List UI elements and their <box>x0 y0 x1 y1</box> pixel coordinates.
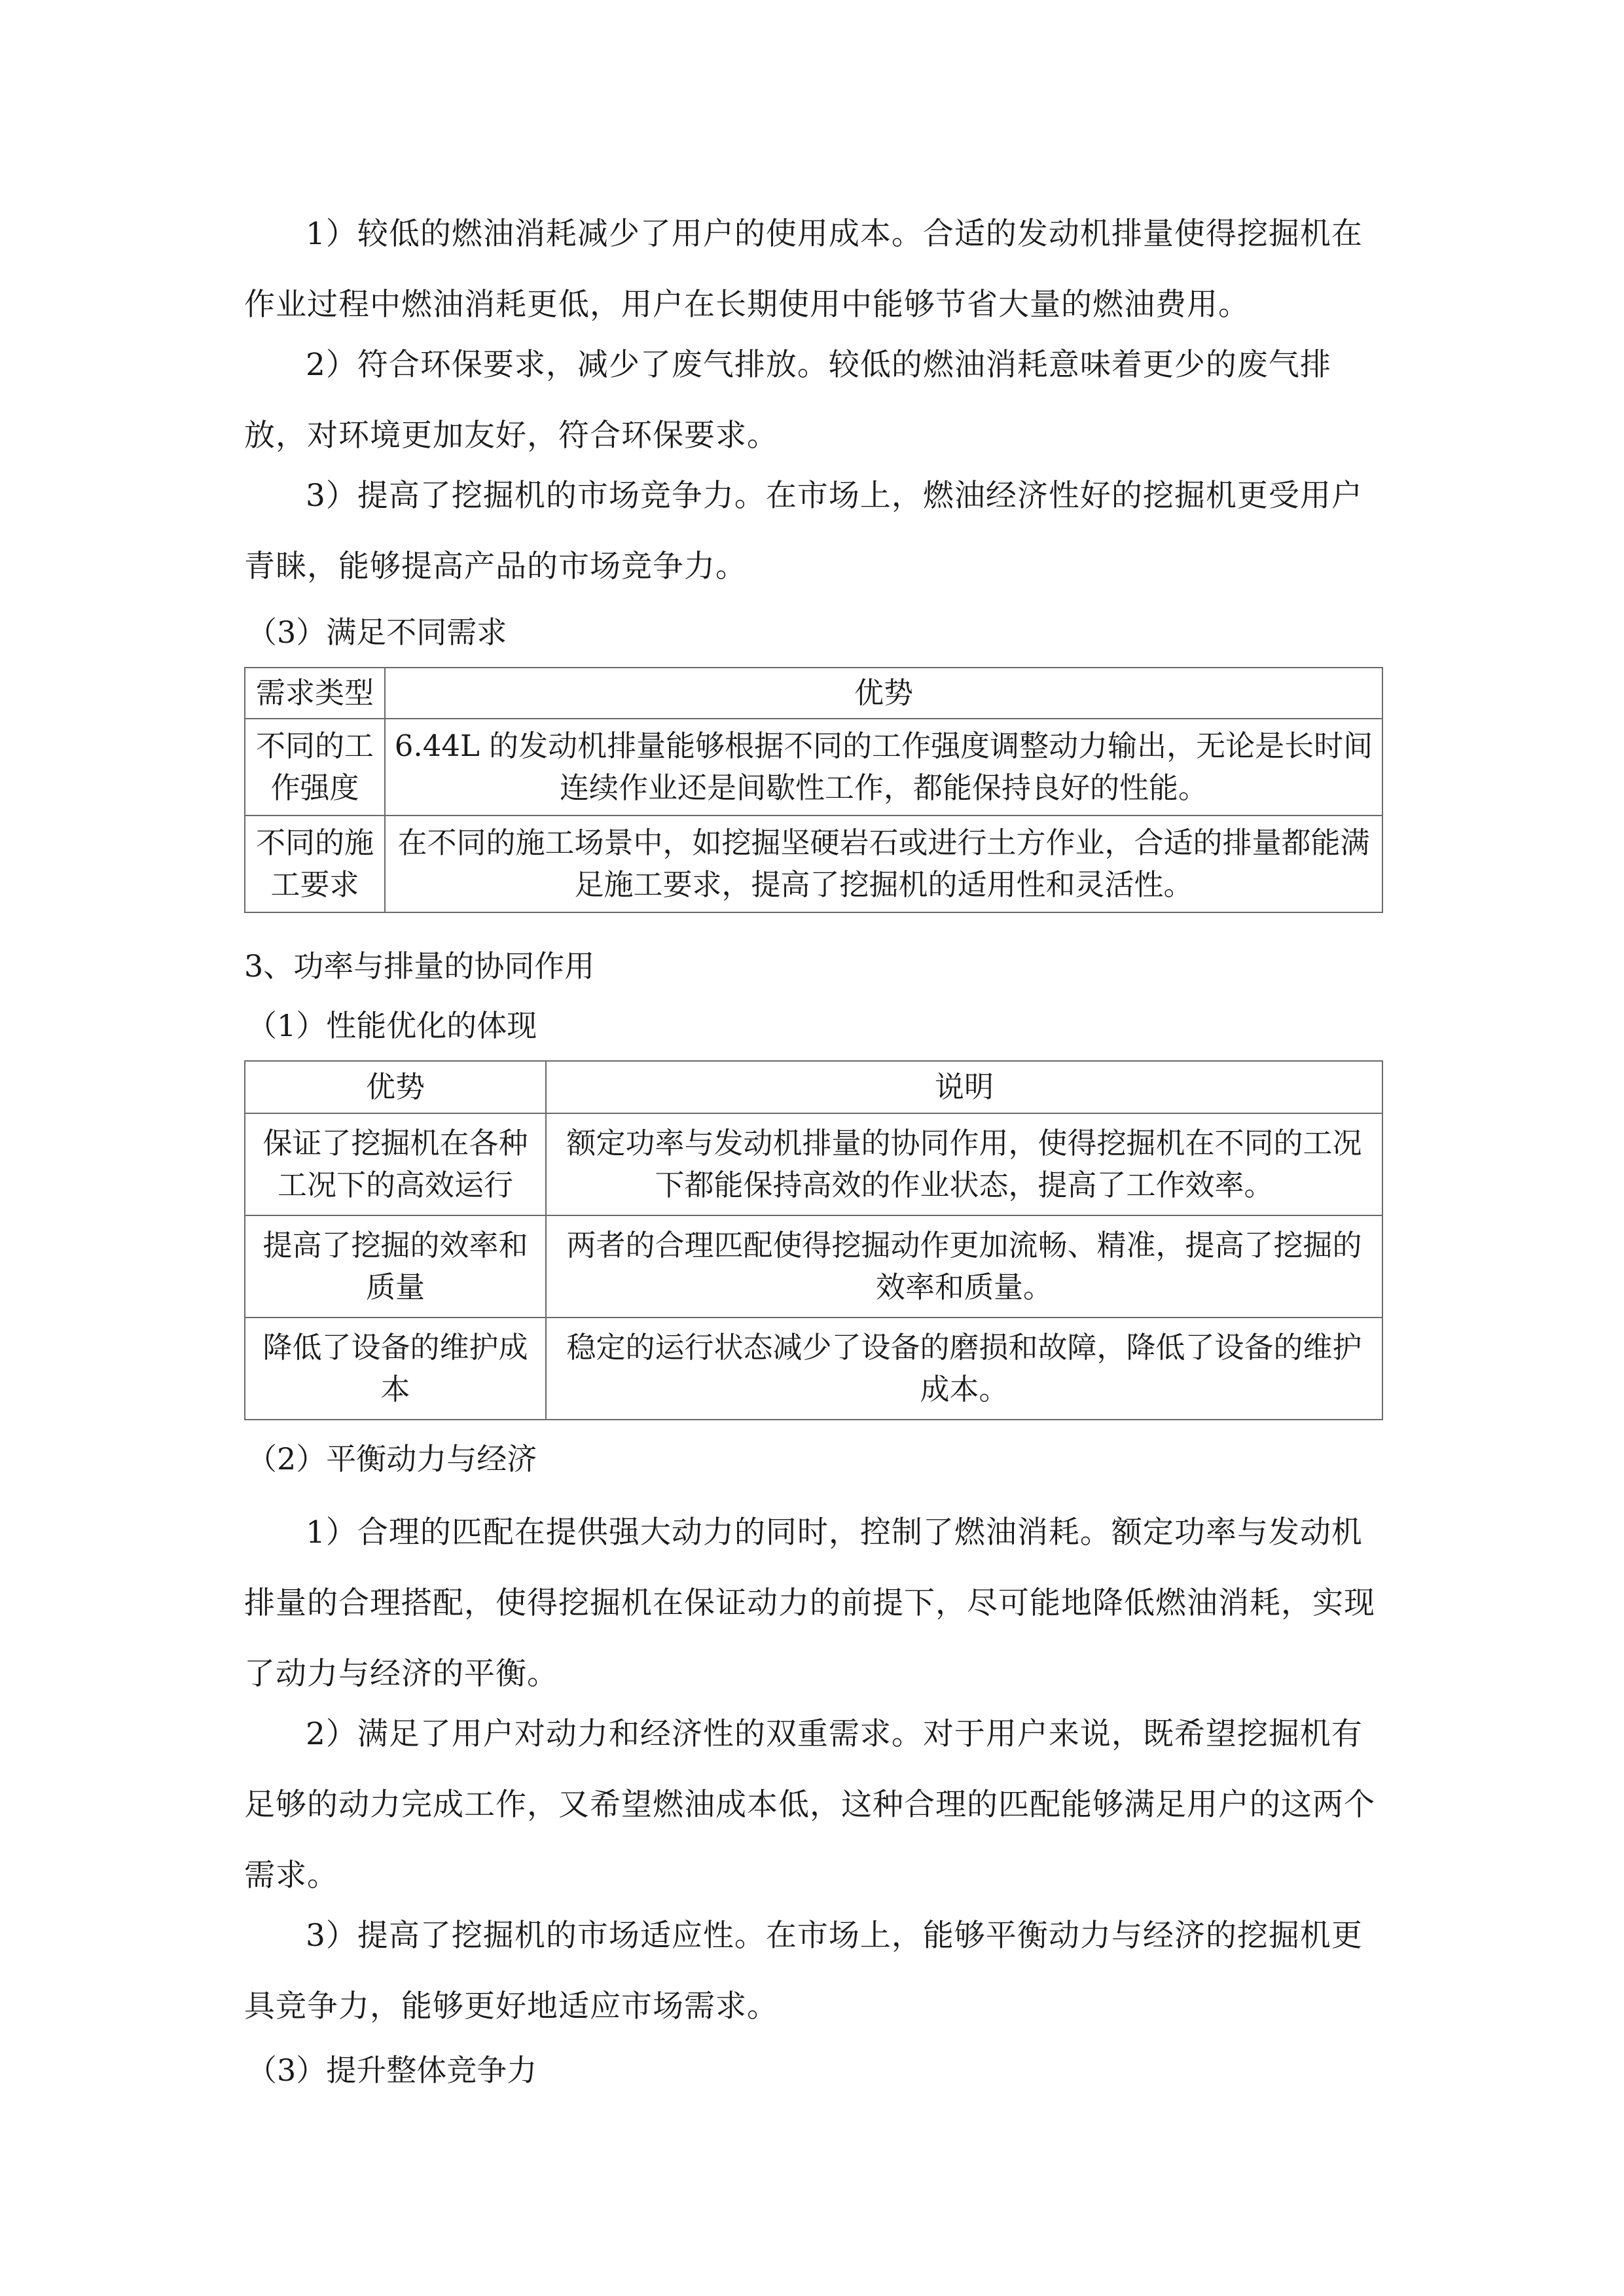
heading-performance: （1）性能优化的体现 <box>247 1008 537 1043</box>
paragraph-fuel-cost: 1）较低的燃油消耗减少了用户的使用成本。合适的发动机排量使得挖掘机在作业过程中燃油消耗更低，用户在长期使用中能够节省大量的燃油费用。 <box>244 216 1363 323</box>
table-header-row <box>245 1061 1382 1113</box>
table-cell: 不同的工作强度 <box>245 719 385 816</box>
table-header-cell: 说明 <box>546 1061 1382 1113</box>
table-header-cell: 需求类型 <box>245 668 385 719</box>
table-row <box>245 1318 1382 1420</box>
table-performance <box>244 1060 1383 1420</box>
paragraph-market-competitiveness: 3）提高了挖掘机的市场竞争力。在市场上，燃油经济性好的挖掘机更受用户青睐，能够提高产品的市场竞争力。 <box>244 478 1363 584</box>
table-cell: 在不同的施工场景中，如挖掘坚硬岩石或进行土方作业，合适的排量都能满足施工要求，提高了挖掘机的适用性和灵活性。 <box>385 816 1382 912</box>
table-cell: 额定功率与发动机排量的协同作用，使得挖掘机在不同的工况下都能保持高效的作业状态，提高了工作效率。 <box>546 1113 1382 1215</box>
table-row <box>245 719 1382 816</box>
table-row <box>245 816 1382 912</box>
heading-section-3: 3、功率与排量的协同作用 <box>244 948 595 984</box>
table-row <box>245 1113 1382 1215</box>
table-cell: 提高了挖掘的效率和质量 <box>245 1215 546 1318</box>
table-cell: 稳定的运行状态减少了设备的磨损和故障，降低了设备的维护成本。 <box>546 1318 1382 1420</box>
paragraph-dual-needs: 2）满足了用户对动力和经济性的双重需求。对于用户来说，既希望挖掘机有足够的动力完成工作，又希望燃油成本低，这种合理的匹配能够满足用户的这两个需求。 <box>244 1716 1375 1893</box>
paragraph-balance-matching: 1）合理的匹配在提供强大动力的同时，控制了燃油消耗。额定功率与发动机排量的合理搭配，使得挖掘机在保证动力的前提下，尽可能地降低燃油消耗，实现了动力与经济的平衡。 <box>244 1515 1375 1692</box>
table-cell: 保证了挖掘机在各种工况下的高效运行 <box>245 1113 546 1215</box>
table-header-cell: 优势 <box>245 1061 546 1113</box>
table-cell: 6.44L 的发动机排量能够根据不同的工作强度调整动力输出，无论是长时间连续作业还是间歇性工作，都能保持良好的性能。 <box>385 719 1382 816</box>
heading-balance: （2）平衡动力与经济 <box>247 1441 537 1477</box>
table-needs <box>244 667 1383 913</box>
heading-competitiveness: （3）提升整体竞争力 <box>247 2053 537 2088</box>
table-row <box>245 1215 1382 1318</box>
paragraph-emissions: 2）符合环保要求，减少了废气排放。较低的燃油消耗意味着更少的废气排放，对环境更加友好，符合环保要求。 <box>244 347 1331 454</box>
table-header-cell: 优势 <box>385 668 1382 719</box>
table-cell: 降低了设备的维护成本 <box>245 1318 546 1420</box>
heading-meet-needs: （3）满足不同需求 <box>247 615 507 650</box>
paragraph-market-adaptability: 3）提高了挖掘机的市场适应性。在市场上，能够平衡动力与经济的挖掘机更具竞争力，能够更好地适应市场需求。 <box>244 1918 1363 2024</box>
table-cell: 不同的施工要求 <box>245 816 385 912</box>
table-header-row <box>245 668 1382 719</box>
table-cell: 两者的合理匹配使得挖掘动作更加流畅、精准，提高了挖掘的效率和质量。 <box>546 1215 1382 1318</box>
